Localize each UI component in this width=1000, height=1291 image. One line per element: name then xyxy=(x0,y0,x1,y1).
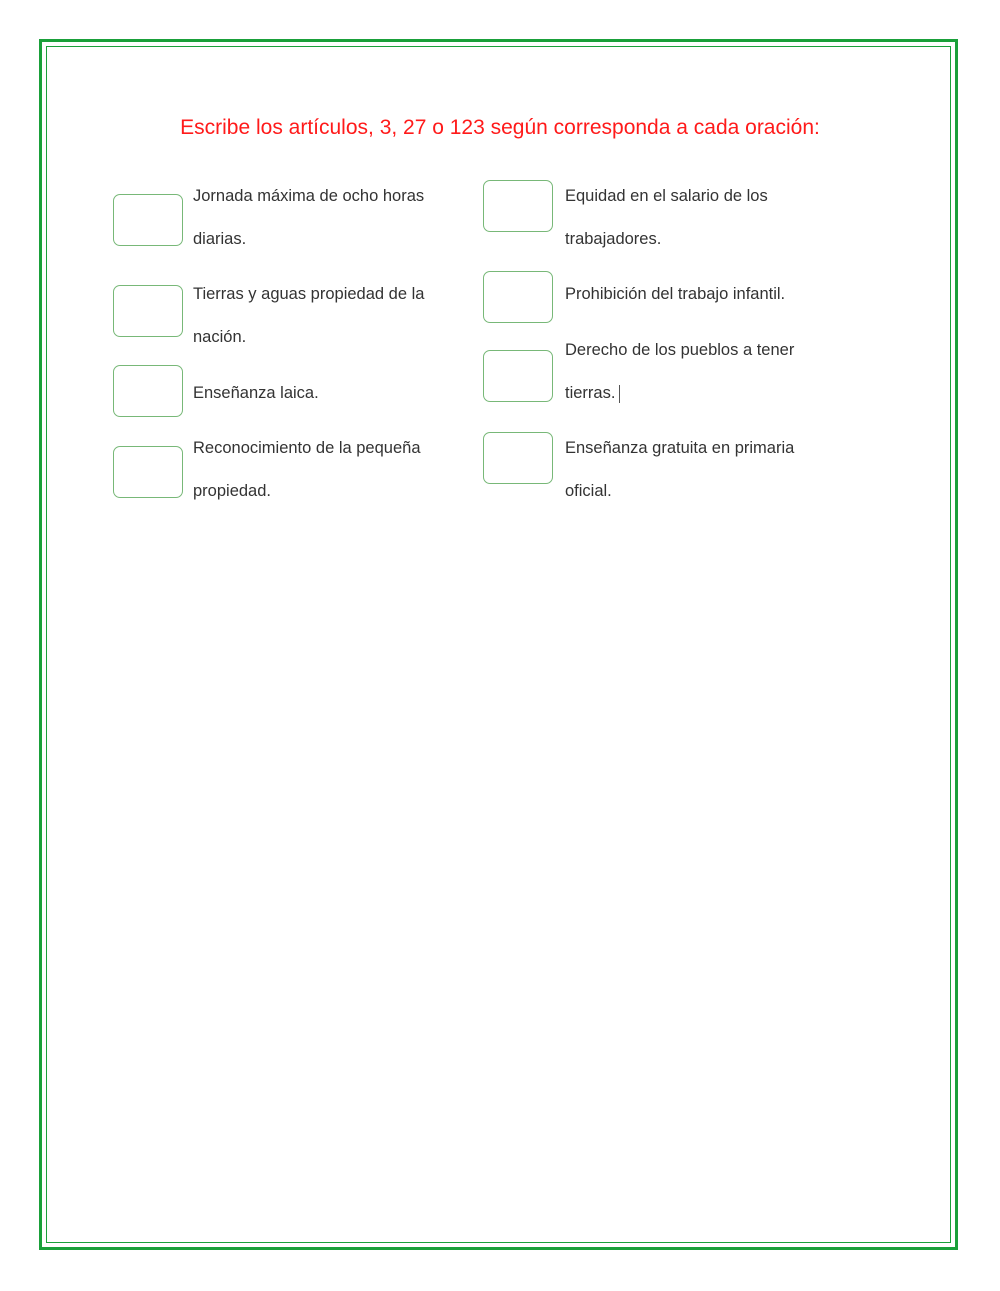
answer-box-left-4[interactable] xyxy=(113,446,183,498)
answer-box-right-3[interactable] xyxy=(483,350,553,402)
statement-left-3: Enseñanza laica. xyxy=(193,384,319,402)
answer-box-right-4[interactable] xyxy=(483,432,553,484)
answer-box-right-2[interactable] xyxy=(483,271,553,323)
statement-left-4: Reconocimiento de la pequeña propiedad. xyxy=(193,439,421,500)
answer-box-left-1[interactable] xyxy=(113,194,183,246)
answer-box-right-1[interactable] xyxy=(483,180,553,232)
answer-box-left-2[interactable] xyxy=(113,285,183,337)
statement-right-3-wrap xyxy=(565,329,840,415)
instruction-heading: Escribe los artículos, 3, 27 o 123 según corresponda a cada oración: xyxy=(180,116,820,139)
statement-right-4: Enseñanza gratuita en primaria oficial. xyxy=(565,439,795,500)
statement-left-2: Tierras y aguas propiedad de la nación. xyxy=(193,285,425,346)
text-cursor xyxy=(619,385,620,403)
answer-box-left-3[interactable] xyxy=(113,365,183,417)
statement-left-1: Jornada máxima de ocho horas diarias. xyxy=(193,187,425,248)
statement-right-3: Derecho de los pueblos a tener tierras. xyxy=(565,341,795,402)
statement-right-1: Equidad en el salario de los trabajadores. xyxy=(565,187,768,248)
statement-right-2: Prohibición del trabajo infantil. xyxy=(565,285,786,303)
